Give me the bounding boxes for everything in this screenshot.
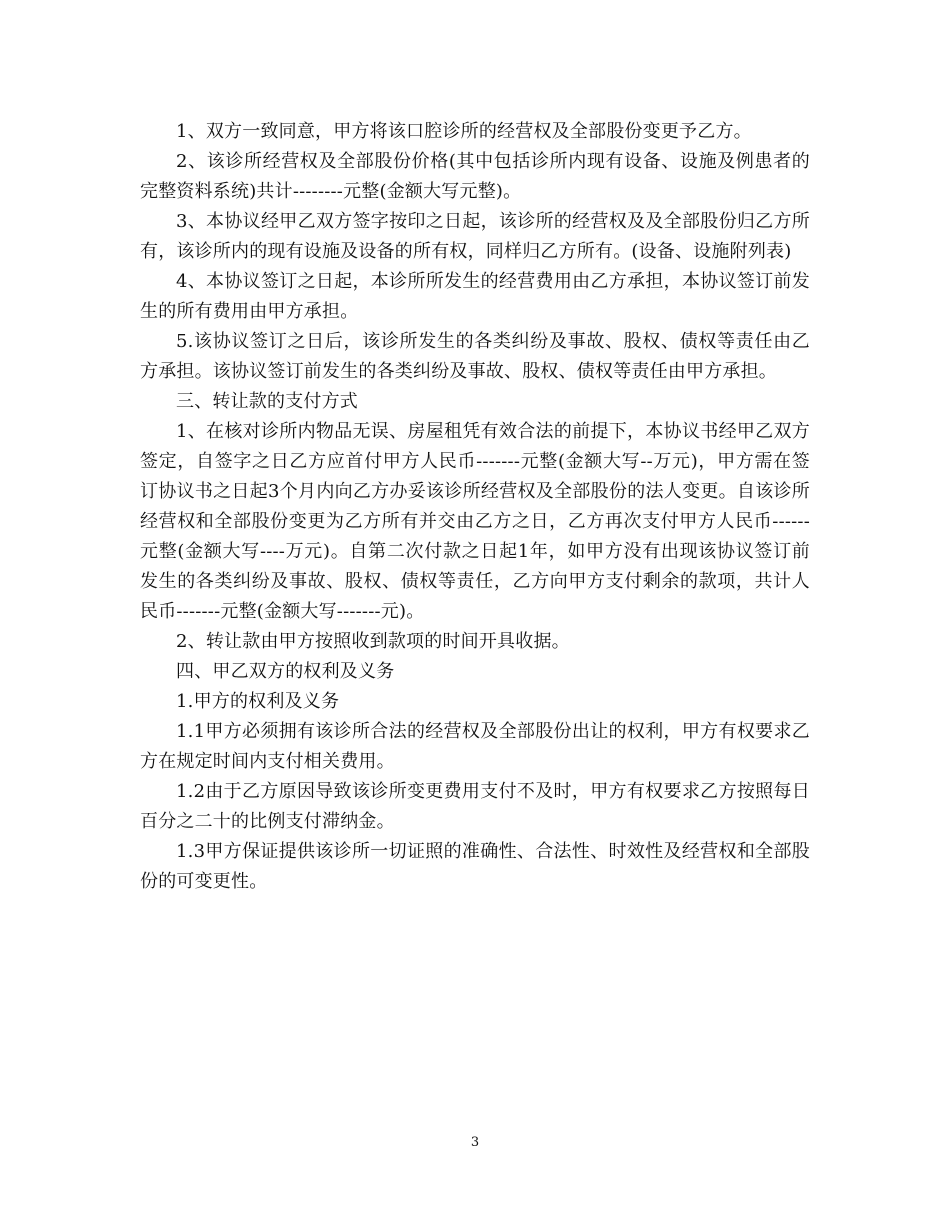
payment-clause-2: 2、转让款由甲方按照收到款项的时间开具收据。 bbox=[176, 631, 570, 652]
document-body bbox=[140, 117, 810, 897]
rights-clause-1-1: 1.1甲方必须拥有该诊所合法的经营权及全部股份出让的权利，甲方有权要求乙方在规定时间内支付相关费用。 bbox=[140, 721, 810, 772]
section-heading-rights: 四、甲乙双方的权利及义务 bbox=[176, 661, 395, 682]
clause-1: 1、双方一致同意，甲方将该口腔诊所的经营权及全部股份变更予乙方。 bbox=[176, 121, 752, 142]
clause-2: 2、该诊所经营权及全部股份价格(其中包括诊所内现有设备、设施及例患者的完整资料系统)共计--------元整(金额大写元整)。 bbox=[140, 151, 810, 202]
clause-4: 4、本协议签订之日起，本诊所所发生的经营费用由乙方承担，本协议签订前发生的所有费用由甲方承担。 bbox=[140, 271, 810, 322]
subsection-heading-party-a: 1.甲方的权利及义务 bbox=[176, 691, 340, 712]
section-heading-payment: 三、转让款的支付方式 bbox=[176, 391, 358, 412]
clause-5: 5.该协议签订之日后，该诊所发生的各类纠纷及事故、股权、债权等责任由乙方承担。该协议签订前发生的各类纠纷及事故、股权、债权等责任由甲方承担。 bbox=[140, 331, 810, 382]
rights-clause-1-2: 1.2由于乙方原因导致该诊所变更费用支付不及时，甲方有权要求乙方按照每日百分之二十的比例支付滞纳金。 bbox=[140, 781, 810, 832]
clause-3: 3、本协议经甲乙双方签字按印之日起，该诊所的经营权及及全部股份归乙方所有，该诊所内的现有设施及设备的所有权，同样归乙方所有。(设备、设施附列表) bbox=[140, 211, 810, 262]
rights-clause-1-3: 1.3甲方保证提供该诊所一切证照的准确性、合法性、时效性及经营权和全部股份的可变更性。 bbox=[140, 841, 810, 892]
payment-clause-1: 1、在核对诊所内物品无误、房屋租凭有效合法的前提下，本协议书经甲乙双方签定，自签字之日乙方应首付甲方人民币-------元整(金额大写--万元)，甲方需在签订协议书之日起3个月内向乙方办妥该诊所经营权及全部股份的法人变更。自该诊所经营权和全部股份变更为乙方所有并交由乙方之日，乙方再次支付甲方人民币------元整(金额大写----万元)。自第二次付款之日起1年，如甲方没有出现该协议签订前发生的各类纠纷及事故、股权、债权等责任，乙方向甲方支付剩余的款项，共计人民币-------元整(金额大写-------元)。 bbox=[140, 421, 810, 622]
page-number: 3 bbox=[470, 1135, 480, 1150]
